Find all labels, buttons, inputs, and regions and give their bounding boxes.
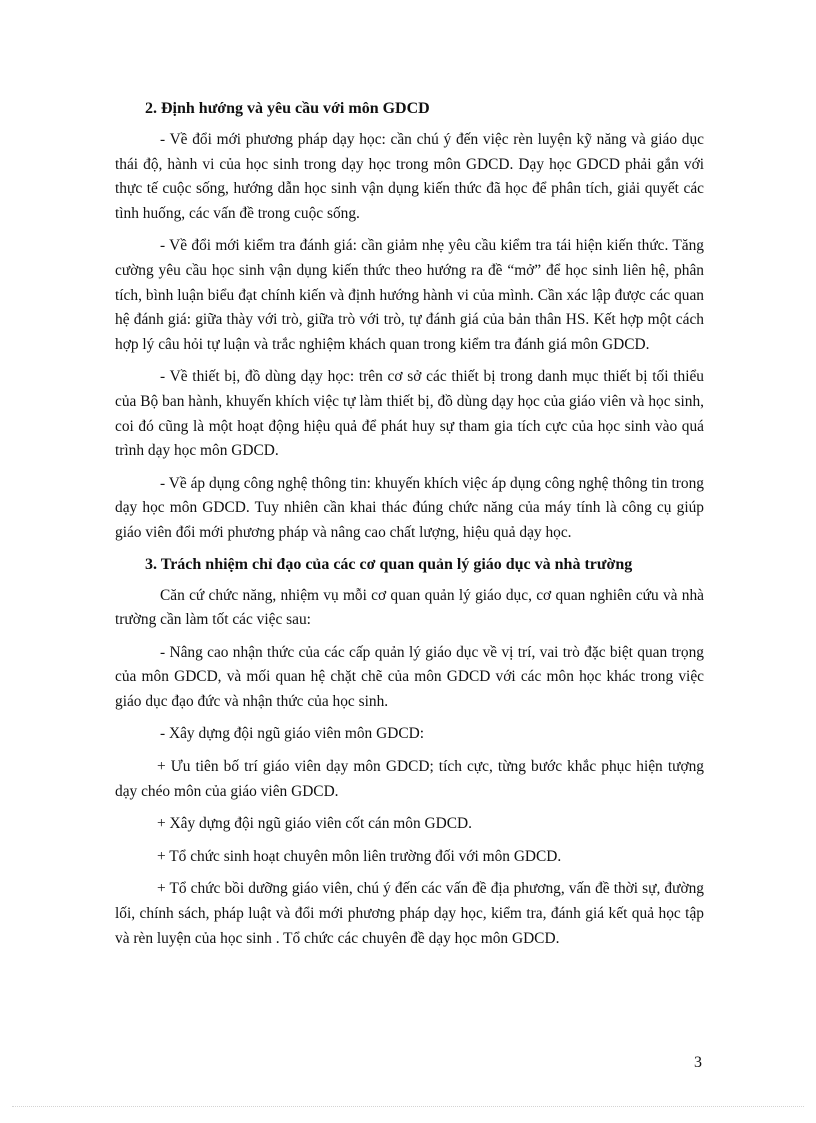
- list-item-core-teachers: + Xây dựng đội ngũ giáo viên cốt cán môn GDCD.: [157, 815, 472, 833]
- page-bottom-divider: [12, 1106, 804, 1107]
- paragraph-build-staff: - Xây dựng đội ngũ giáo viên môn GDCD:: [160, 725, 424, 743]
- paragraph-equipment: - Về thiết bị, đồ dùng dạy học: trên cơ sở các thiết bị trong danh mục thiết bị tối thiểu của Bộ ban hành, khuyến khích việc tự làm thiết bị, đồ dùng dạy học của giáo viên và học sinh, coi đó cũng là một hoạt động hiệu quả để phát huy sự tham gia tích cực của học sinh vào quá trình dạy học môn GDCD.: [115, 368, 704, 460]
- page-number: 3: [694, 1054, 702, 1071]
- paragraph-it-application: - Về áp dụng công nghệ thông tin: khuyến khích việc áp dụng công nghệ thông tin trong dạy học môn GDCD. Tuy nhiên cần khai thác đúng chức năng của máy tính là công cụ giúp giáo viên đổi mới phương pháp và nâng cao chất lượng, hiệu quả dạy học.: [115, 474, 704, 541]
- paragraph-teaching-methods: - Về đổi mới phương pháp dạy học: cần chú ý đến việc rèn luyện kỹ năng và giáo dục thái độ, hành vi của học sinh trong dạy học trong môn GDCD. Dạy học GDCD phải gắn với thực tế cuộc sống, hướng dẫn học sinh vận dụng kiến thức đã học để phân tích, giải quyết các tình huống, các vấn đề trong cuộc sống.: [115, 131, 704, 222]
- list-item-inter-school-activities: + Tổ chức sinh hoạt chuyên môn liên trường đối với môn GDCD.: [157, 847, 562, 865]
- paragraph-assessment: - Về đổi mới kiểm tra đánh giá: cần giảm nhẹ yêu cầu kiểm tra tái hiện kiến thức. Tăng cường yêu cầu học sinh vận dụng kiến thức theo hướng ra đề “mở” để học sinh liên hệ, phân tích, bình luận biểu đạt chính kiến và định hướng hành vi của mình. Cần xác lập được các quan hệ đánh giá: giữa thày với trò, giữa trò với trò, tự đánh giá của bản thân HS. Kết hợp một cách hợp lý câu hỏi tự luận và trắc nghiệm khách quan trong kiểm tra đánh giá môn GDCD.: [115, 237, 704, 353]
- page-content: [115, 98, 704, 959]
- paragraph-intro: Căn cứ chức năng, nhiệm vụ mỗi cơ quan quản lý giáo dục, cơ quan nghiên cứu và nhà trường cần làm tốt các việc sau:: [115, 586, 704, 629]
- list-item-prioritize-teachers: + Ưu tiên bố trí giáo viên dạy môn GDCD; tích cực, từng bước khắc phục hiện tượng dạy chéo môn của giáo viên GDCD.: [115, 758, 704, 800]
- section-2-heading: 2. Định hướng và yêu cầu với môn GDCD: [145, 100, 430, 117]
- paragraph-awareness: - Nâng cao nhận thức của các cấp quản lý giáo dục về vị trí, vai trò đặc biệt quan trọng của môn GDCD, và mối quan hệ chặt chẽ của môn GDCD với các môn học khác trong việc giáo dục đạo đức và nhận thức của học sinh.: [115, 643, 704, 710]
- list-item-teacher-training: + Tổ chức bồi dưỡng giáo viên, chú ý đến các vấn đề địa phương, vấn đề thời sự, đường lối, chính sách, pháp luật và đổi mới phương pháp dạy học, kiểm tra, đánh giá kết quả học tập và rèn luyện của học sinh . Tổ chức các chuyên đề dạy học môn GDCD.: [115, 880, 704, 947]
- section-3-heading: 3. Trách nhiệm chỉ đạo của các cơ quan quản lý giáo dục và nhà trường: [145, 555, 633, 573]
